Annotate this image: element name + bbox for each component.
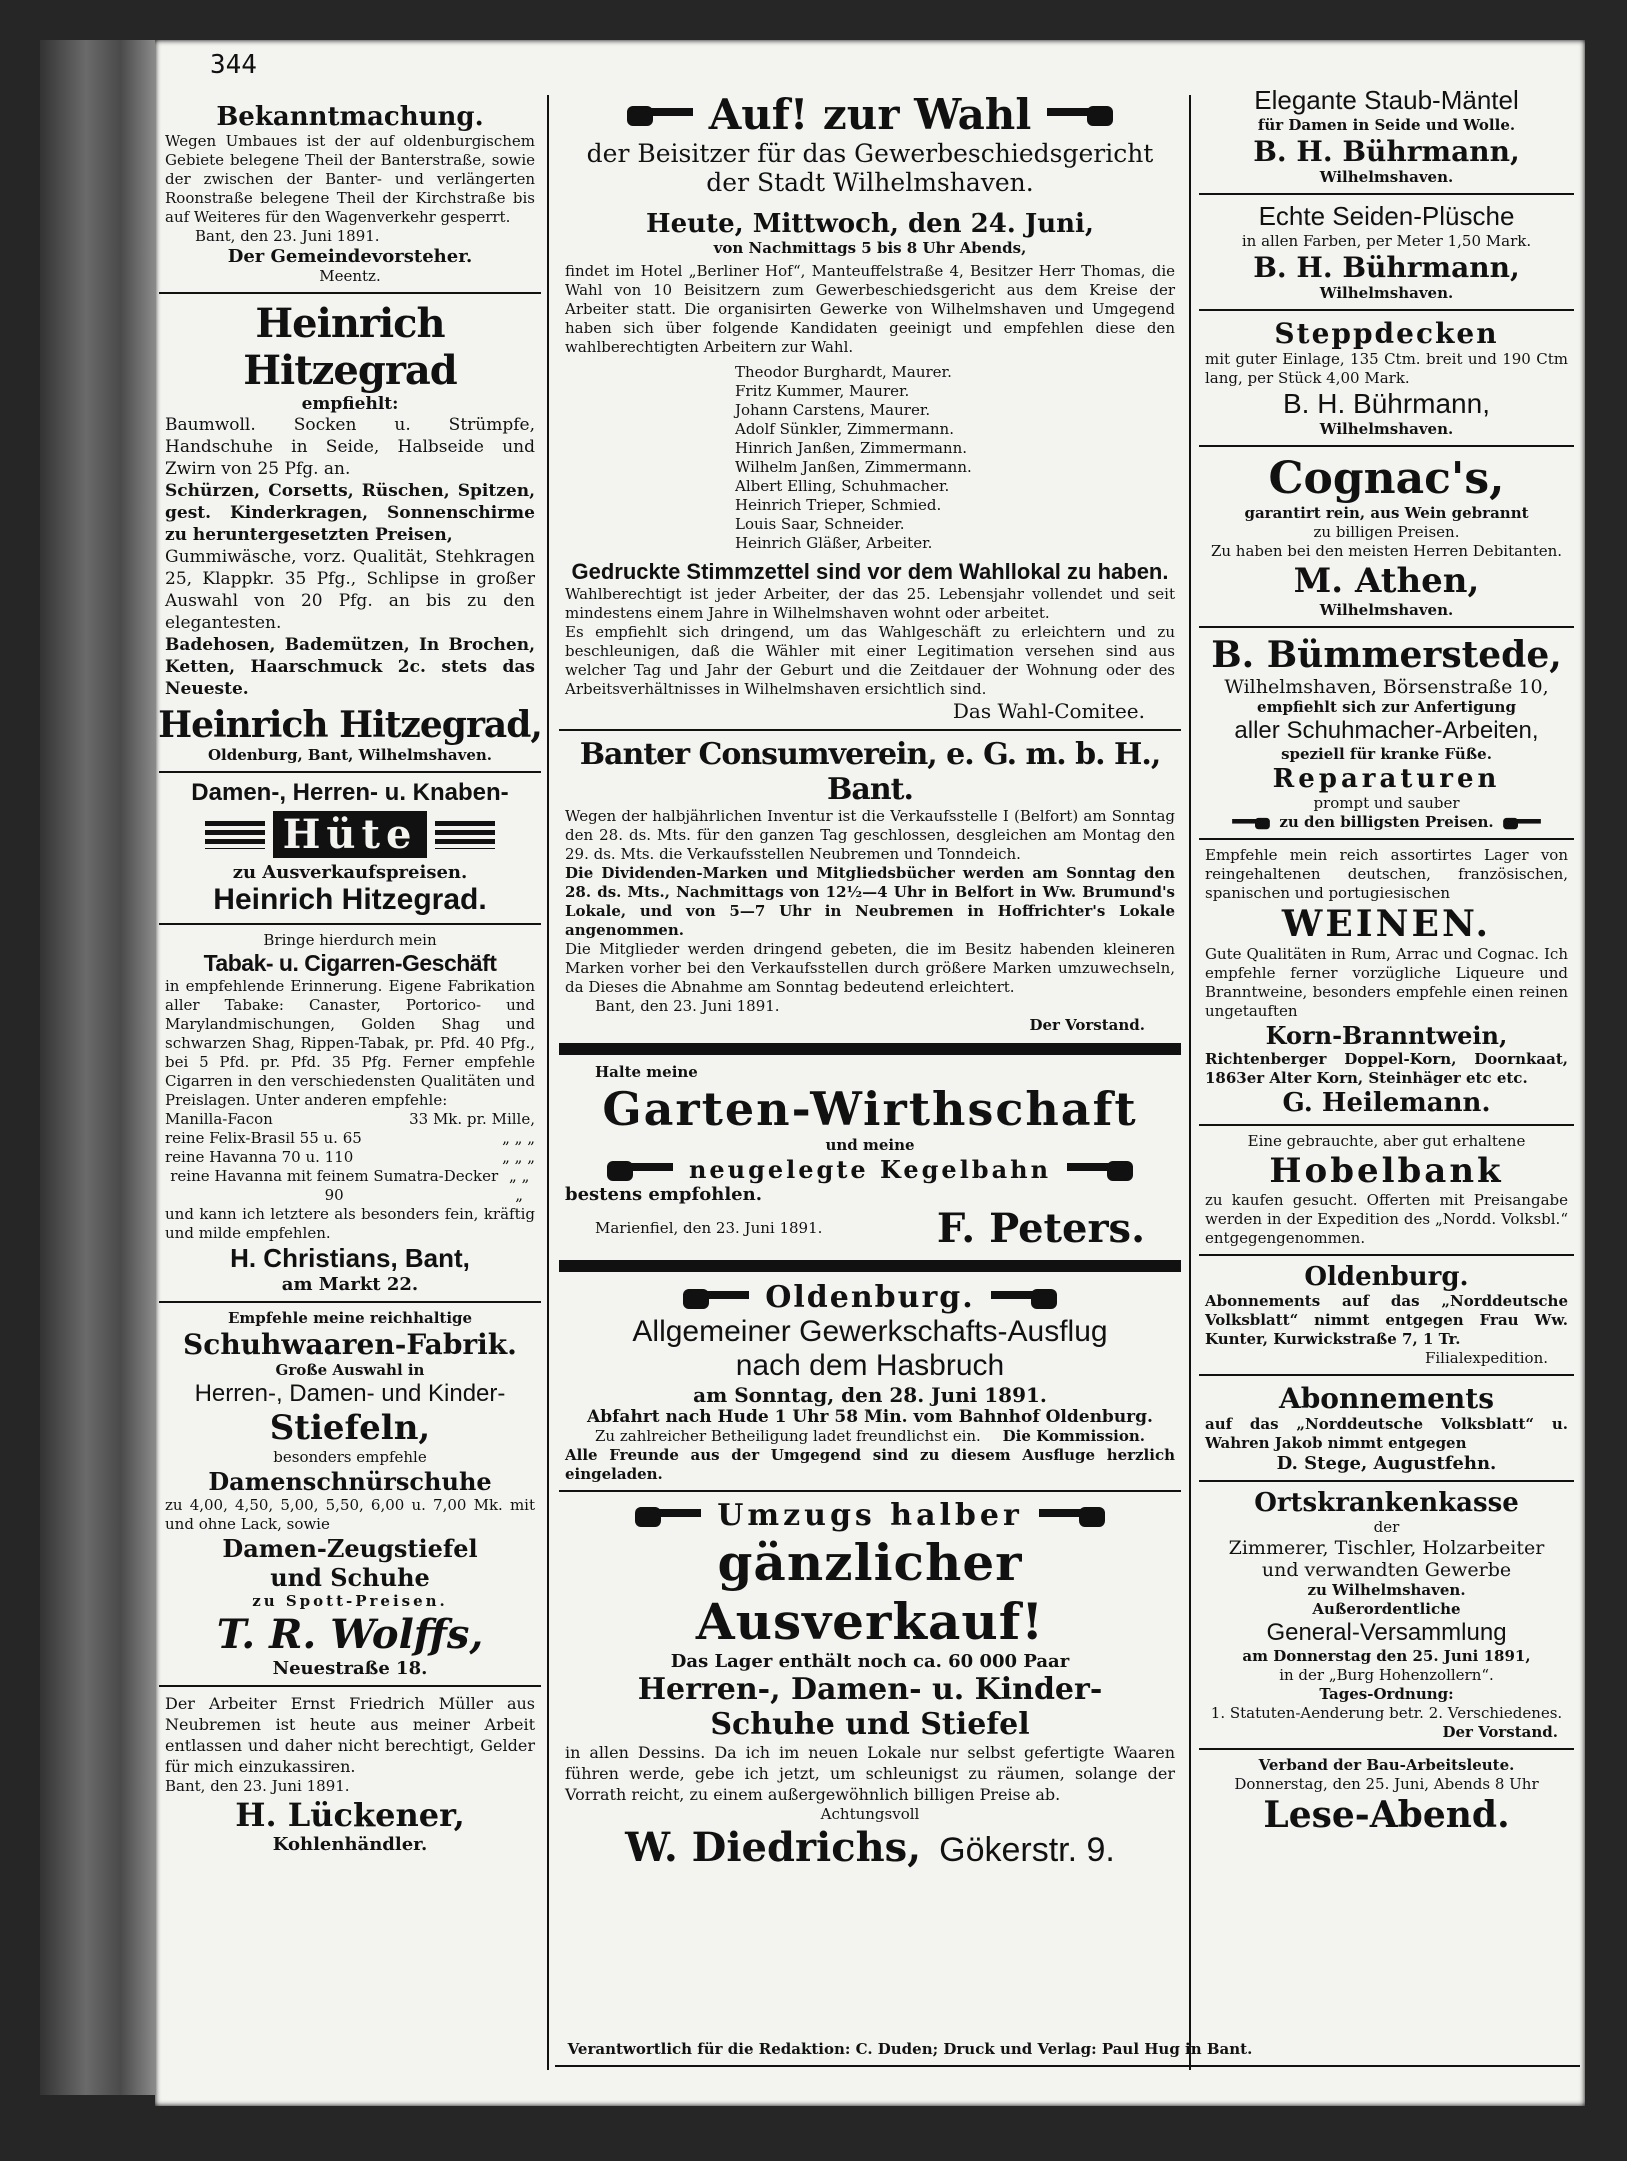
- ad-name: B. Bümmerstede,: [1211, 634, 1562, 676]
- ad-title: Abonnements: [1278, 1382, 1494, 1415]
- ad-text: Wegen der halbjährlichen Inventur ist die Verkaufsstelle I (Belfort) am Sonntag den 28. ds. Mts. für den ganzen Tag geschlossen, desgleichen am Montag den 29. ds. Mts. die Verkaufsstellen Neubremen und Tonndeich.: [565, 807, 1175, 863]
- ad-line: zu den billigsten Preisen.: [1279, 813, 1494, 831]
- ad-intro: Bringe hierdurch mein: [263, 931, 437, 949]
- ad-name: Heinrich Hitzegrad.: [213, 883, 487, 916]
- ad-title: WEINEN.: [1281, 903, 1492, 945]
- ad-line: speziell für kranke Füße.: [1281, 745, 1492, 763]
- separator-bar: [559, 1260, 1181, 1272]
- ad-line: empfiehlt sich zur Anfertigung: [1257, 698, 1516, 716]
- separator-bar: [559, 1043, 1181, 1055]
- ad-big-title: Lese-Abend.: [1263, 1794, 1510, 1836]
- ad-intro: Eine gebrauchte, aber gut erhaltene: [1247, 1132, 1526, 1150]
- ad-title: Bekanntmachung.: [216, 102, 484, 132]
- ad-line: zu Ausverkaufspreisen.: [232, 862, 468, 883]
- ad-line: der: [1373, 1518, 1400, 1536]
- ad-place: Wilhelmshaven.: [1319, 601, 1454, 619]
- pointing-hand-icon: [681, 1285, 751, 1311]
- imprint-footer: Verantwortlich für die Redaktion: C. Duden; Druck und Verlag: Paul Hug in Bant.: [567, 2040, 1253, 2058]
- pointing-hand-icon: [1231, 815, 1271, 831]
- ad-text: in allen Dessins. Da ich im neuen Lokale nur selbst gefertigte Waaren führen werde, gebe ich jetzt, um schleunigst zu räumen, solange der Vorrath reicht, zu einem außergewöhnlich billigen Preise ab.: [565, 1743, 1175, 1804]
- ad-place: Wilhelmshaven.: [1319, 420, 1454, 438]
- ad-name: T. R. Wolffs,: [216, 1611, 484, 1658]
- ad-date: Bant, den 23. Juni 1891.: [195, 227, 380, 245]
- ad-text: Wegen Umbaues ist der auf oldenburgischem Gebiete belegene Theil der Banterstraße, sowie der zwischen der Banter- und verlängerten Roonstraße belegene Theil der Kirchstraße bis auf Weiteres für den Wagenverkehr gesperrt.: [165, 132, 535, 226]
- abonnements-ad: [1195, 1382, 1578, 1474]
- ad-title: General-Versammlung: [1266, 1619, 1507, 1646]
- ad-line: zu Spott-Preisen.: [252, 1592, 448, 1610]
- ad-line: Reparaturen: [1272, 764, 1501, 794]
- ad-places: Oldenburg, Bant, Wilhelmshaven.: [207, 746, 493, 764]
- hobelbank-ad: [1195, 1132, 1578, 1248]
- ad-headline: Gedruckte Stimmzettel sind vor dem Wahllokal zu haben.: [571, 559, 1169, 584]
- ad-text: in empfehlende Erinnerung. Eigene Fabrikation aller Tabake: Canaster, Portorico- und Marylandmischungen, Golden Shag und schwarzen Shag, Rippen-Tabak, pr. Pfd. 40 Pfg., bei 5 Pfd. pr. Pfd. 35 Pfg. Ferner empfehle Cigarren in den verschiedensten Qualitäten und Preislagen. Unter anderen empfehle:: [165, 977, 535, 1109]
- ad-title: Echte Seiden-Plüsche: [1258, 201, 1515, 231]
- ad-title: nach dem Hasbruch: [735, 1349, 1005, 1382]
- plusch-ad: [1195, 201, 1578, 303]
- ad-name: H. Christians, Bant,: [230, 1243, 470, 1273]
- ad-title: Allgemeiner Gewerkschafts-Ausflug: [632, 1315, 1108, 1348]
- ad-text: findet im Hotel „Berliner Hof“, Manteuffelstraße 4, Besitzer Herr Thomas, die Wahl von 10 Beisitzern zum Gewerbeschiedsgericht aus dem Kreise der Arbeiter statt. Die organisirten Gewerke von Wilhelmshaven und Umgegend haben sich über folgende Kandidaten geeinigt und empfehlen diese den wahlberechtigten Arbeitern zur Wahl.: [565, 262, 1175, 356]
- ad-time: von Nachmittags 5 bis 8 Uhr Abends,: [713, 239, 1027, 257]
- ad-name: B. H. Bührmann,: [1253, 251, 1520, 284]
- ad-invitation: Zu zahlreicher Betheiligung ladet freundlichst ein.: [595, 1427, 981, 1445]
- ad-name: H. Lückener,: [235, 1796, 465, 1834]
- ad-title: Hobelbank: [1269, 1151, 1504, 1191]
- ad-address: Wilhelmshaven, Börsenstraße 10,: [1224, 676, 1549, 698]
- candidate: Wilhelm Janßen, Zimmermann.: [735, 458, 972, 476]
- ad-line: Damen-, Herren- u. Knaben-: [191, 779, 509, 806]
- hitzegrad-ad: [155, 300, 545, 765]
- ad-title: Schuhwaaren-Fabrik.: [183, 1328, 517, 1361]
- ad-line: 1. Statuten-Aenderung betr. 2. Verschiedenes.: [1210, 1704, 1563, 1722]
- ad-text: Alle Freunde aus der Umgegend sind zu diesem Ausfluge herzlich eingeladen.: [565, 1446, 1175, 1483]
- ad-signature: Der Vorstand.: [1442, 1723, 1558, 1741]
- ad-line: prompt und sauber: [1313, 794, 1460, 812]
- ad-date: am Sonntag, den 28. Juni 1891.: [693, 1383, 1047, 1407]
- ad-signature: Das Wahl-Comitee.: [952, 699, 1145, 723]
- ad-line: Herren-, Damen- und Kinder-: [194, 1380, 506, 1407]
- ad-signature: Der Vorstand.: [1029, 1016, 1145, 1034]
- ad-line: Zimmerer, Tischler, Holzarbeiter und verwandten Gewerbe: [1228, 1537, 1545, 1581]
- ad-item: Schürzen, Corsetts, Rüschen, Spitzen, gest. Kinderkragen, Sonnenschirme zu heruntergesetzten Preisen,: [165, 481, 535, 545]
- ad-address: Gökerstr. 9.: [939, 1831, 1115, 1869]
- right-column: [1195, 85, 1578, 1836]
- book-binding: [40, 40, 155, 2095]
- ad-place: Wilhelmshaven.: [1319, 168, 1454, 186]
- ad-title: Banter Consumverein, e. G. m. b. H., Bant.: [579, 737, 1161, 807]
- ortskrankenkasse-ad: [1195, 1488, 1578, 1742]
- ad-signature: Der Gemeindevorsteher.: [227, 246, 473, 267]
- candidate: Fritz Kummer, Maurer.: [735, 382, 910, 400]
- ad-item: Badehosen, Bademützen, In Brochen, Ketten, Haarschmuck 2c. stets das Neueste.: [165, 635, 535, 699]
- decorative-lines: [435, 821, 495, 849]
- ad-item: Baumwoll. Socken u. Strümpfe, Handschuhe in Seide, Halbseide und Zwirn von 25 Pfg. an.: [165, 415, 535, 479]
- newspaper-sheet: [155, 40, 1585, 2106]
- ad-name: F. Peters.: [936, 1205, 1145, 1252]
- schuh-ad: [155, 1309, 545, 1679]
- ad-name: D. Stege, Augustfehn.: [1276, 1453, 1497, 1474]
- ad-title: Schuhe und Stiefel: [710, 1707, 1030, 1742]
- pointing-hand-icon: [633, 1503, 703, 1529]
- ad-abfahrt: Abfahrt nach Hude 1 Uhr 58 Min. vom Bahnhof Oldenburg.: [587, 1407, 1153, 1427]
- pointing-hand-icon: [1065, 1157, 1135, 1183]
- ad-subtitle: empfiehlt:: [301, 394, 399, 414]
- ad-sub: garantirt rein, aus Wein gebrannt: [1244, 504, 1529, 522]
- ad-text: zu kaufen gesucht. Offerten mit Preisangabe werden in der Expedition des „Nordd. Volksbl.“ entgegengenommen.: [1205, 1191, 1568, 1247]
- bekanntmachung-ad: [155, 102, 545, 286]
- ad-name: Meentz.: [319, 267, 381, 285]
- ad-line: am Donnerstag den 25. Juni 1891,: [1242, 1647, 1531, 1665]
- ad-intro: Empfehle meine reichhaltige: [227, 1309, 473, 1327]
- ad-place: Wilhelmshaven.: [1319, 284, 1454, 302]
- ad-sub: Große Auswahl in: [275, 1361, 425, 1379]
- ad-text: Richtenberger Doppel-Korn, Doornkaat, 1863er Alter Korn, Steinhäger etc etc.: [1205, 1050, 1568, 1087]
- oldenburg-abo-ad: [1195, 1262, 1578, 1368]
- ad-title: Tabak- u. Cigarren-Geschäft: [203, 950, 497, 976]
- ad-date: Bant, den 23. Juni 1891.: [595, 997, 780, 1015]
- ad-name: G. Heilemann.: [1282, 1088, 1491, 1118]
- candidate: Hinrich Janßen, Zimmermann.: [735, 439, 968, 457]
- garten-ad: [555, 1063, 1185, 1252]
- column-rule-left: [547, 95, 549, 2070]
- price-row: reine Havanna mit feinem Sumatra-Decker 90 „ „ „: [170, 1167, 530, 1204]
- ad-job: Kohlenhändler.: [272, 1834, 428, 1855]
- pointing-hand-icon: [1045, 102, 1115, 128]
- ad-sub: in allen Farben, per Meter 1,50 Mark.: [1241, 232, 1532, 250]
- ad-text: Die Mitglieder werden dringend gebeten, die im Besitz habenden kleineren Marken vorher bei den Verkaufsstellen durch größere Marken umzuwechseln, da Dieses die Abnahme am Sonntag bedeutend erleichtert.: [565, 940, 1175, 996]
- ad-title: Umzugs halber: [717, 1498, 1023, 1533]
- ad-line: Außerordentliche: [1312, 1600, 1461, 1618]
- heilemann-ad: [1195, 846, 1578, 1118]
- ad-text: Abonnements auf das „Norddeutsche Volksblatt“ nimmt entgegen Frau Ww. Kunter, Kurwickstraße 7, 1 Tr.: [1205, 1292, 1568, 1348]
- pointing-hand-icon: [1037, 1503, 1107, 1529]
- ad-name: B. H. Bührmann,: [1253, 135, 1520, 168]
- tabak-ad: [155, 931, 545, 1295]
- ad-name: B. H. Bührmann,: [1283, 388, 1490, 419]
- ad-line: besonders empfehle: [273, 1448, 427, 1466]
- middle-column: [555, 90, 1185, 1871]
- bummerstede-ad: [1195, 634, 1578, 832]
- ad-date: Marienfiel, den 23. Juni 1891.: [595, 1219, 823, 1237]
- column-rule-right: [1189, 95, 1191, 2070]
- candidate-list: [555, 363, 1185, 553]
- ad-sub: mit guter Einlage, 135 Ctm. breit und 190 Ctm lang, per Stück 4,00 Mark.: [1205, 350, 1568, 387]
- ausflug-ad: [555, 1280, 1185, 1484]
- ad-line: Damenschnürschuhe: [208, 1467, 492, 1496]
- steppdecken-ad: [1195, 317, 1578, 439]
- ad-address: am Markt 22.: [281, 1274, 419, 1295]
- ad-line: in der „Burg Hohenzollern“.: [1279, 1666, 1494, 1684]
- pointing-hand-icon: [605, 1157, 675, 1183]
- ad-title: Cognac's,: [1268, 453, 1505, 504]
- candidate: Adolf Sünkler, Zimmermann.: [735, 420, 954, 438]
- ad-title: Korn-Branntwein,: [1265, 1021, 1508, 1050]
- ad-date: Heute, Mittwoch, den 24. Juni,: [646, 209, 1094, 239]
- ad-intro: Halte meine: [595, 1063, 698, 1081]
- candidate: Heinrich Trieper, Schmied.: [735, 496, 942, 514]
- ad-und: und meine: [825, 1136, 915, 1154]
- pointing-hand-icon: [625, 102, 695, 128]
- ad-sub: zu billigen Preisen.: [1313, 523, 1460, 541]
- candidate: Theodor Burghardt, Maurer.: [735, 363, 952, 381]
- left-column: [155, 50, 545, 1855]
- ad-name: W. Diedrichs,: [625, 1824, 922, 1871]
- ad-sub: für Damen in Seide und Wolle.: [1257, 116, 1516, 134]
- ad-text: Die Dividenden-Marken und Mitgliedsbücher werden am Sonntag den 28. ds. Mts., Nachmittags von 12½—4 Uhr in Belfort in Ww. Brumund's Lokale, und von 5—7 Uhr in Neubremen in Hoffrichter's Lokale angenommen.: [565, 864, 1175, 939]
- candidate: Heinrich Gläßer, Arbeiter.: [735, 534, 933, 552]
- price-row: reine Felix-Brasil 55 u. 65 „ „ „: [165, 1129, 535, 1147]
- ad-line: Donnerstag, den 25. Juni, Abends 8 Uhr: [1234, 1775, 1539, 1793]
- ad-line: aller Schuhmacher-Arbeiten,: [1234, 717, 1539, 744]
- candidate: Johann Carstens, Maurer.: [735, 401, 931, 419]
- consumverein-ad: [555, 737, 1185, 1035]
- price-row: Manilla-Facon 33 Mk. pr. Mille,: [165, 1110, 535, 1128]
- ad-big-title: gänzlicher Ausverkauf!: [695, 1533, 1045, 1651]
- candidate: Albert Elling, Schuhmacher.: [735, 477, 950, 495]
- ad-line: zu Wilhelmshaven.: [1307, 1581, 1466, 1599]
- cognac-ad: [1195, 453, 1578, 620]
- ad-text: Gute Qualitäten in Rum, Arrac und Cognac. Ich empfehle ferner vorzügliche Liqueure und Branntweine, besonders empfehle einen reinen ungetauften: [1205, 945, 1568, 1020]
- wahl-ad: [555, 90, 1185, 723]
- ad-line: bestens empfohlen.: [565, 1184, 762, 1205]
- ad-item: Gummiwäsche, vorz. Qualität, Stehkragen 25, Klappkr. 35 Pfg., Schlipse in großer Auswahl von 20 Pfg. an bis zu den elegantesten.: [165, 547, 535, 633]
- ad-title: Auf! zur Wahl: [708, 90, 1032, 139]
- candidate: Louis Saar, Schneider.: [735, 515, 905, 533]
- umzug-ad: [555, 1498, 1185, 1871]
- ad-title: Verband der Bau-Arbeitsleute.: [1258, 1756, 1515, 1774]
- ad-title: Elegante Staub-Mäntel: [1254, 85, 1519, 115]
- ad-prices: zu 4,00, 4,50, 5,00, 5,50, 6,00 u. 7,00 Mk. mit und ohne Lack, sowie: [165, 1496, 535, 1533]
- ad-title: Garten-Wirthschaft: [602, 1082, 1138, 1136]
- luckener-ad: [155, 1693, 545, 1855]
- staubmantel-ad: [1195, 85, 1578, 187]
- ad-name: M. Athen,: [1293, 561, 1480, 601]
- ad-big-word: Hüte: [273, 811, 428, 858]
- ad-line: Filialexpedition.: [1424, 1349, 1548, 1367]
- ad-line: Damen-Zeugstiefel und Schuhe: [222, 1534, 478, 1592]
- ad-date: Bant, den 23. Juni 1891.: [165, 1777, 350, 1795]
- ad-place: Oldenburg.: [765, 1280, 975, 1315]
- ad-sub: Zu haben bei den meisten Herren Debitanten.: [1210, 542, 1563, 560]
- ad-tail: und kann ich letztere als besonders fein, kräftig und milde empfehlen.: [165, 1205, 535, 1242]
- price-row: reine Havanna 70 u. 110 „ „ „: [165, 1148, 535, 1166]
- ad-title: Oldenburg.: [1304, 1262, 1469, 1292]
- ad-sub: der Stadt Wilhelmshaven.: [706, 168, 1034, 197]
- ad-title: Ortskrankenkasse: [1254, 1488, 1519, 1518]
- ad-title: Steppdecken: [1274, 317, 1499, 350]
- ad-text: Es empfiehlt sich dringend, um das Wahlgeschäft zu erleichtern und zu beschleunigen, daß die Wähler mit einer Legitimation versehen sind aus welcher Tag und Jahr der Geburt und die Zeitdauer der Wohnung oder des Arbeitsverhältnisses in Wilhelmshaven ersichtlich sind.: [565, 623, 1175, 698]
- ad-signature: Die Kommission.: [1002, 1427, 1145, 1445]
- hute-ad: [155, 779, 545, 917]
- ad-text: Der Arbeiter Ernst Friedrich Müller aus Neubremen ist heute aus meiner Arbeit entlassen und daher nicht berechtigt, Gelder für mich einzukassiren.: [165, 1694, 535, 1776]
- ad-line: Tages-Ordnung:: [1319, 1685, 1454, 1703]
- ad-line: neugelegte Kegelbahn: [688, 1155, 1052, 1184]
- ad-big-word: Stiefeln,: [269, 1408, 431, 1448]
- pointing-hand-icon: [1502, 815, 1542, 831]
- ad-name: Heinrich Hitzegrad: [243, 300, 457, 394]
- ad-name-2: Heinrich Hitzegrad,: [158, 704, 542, 746]
- ad-intro: Empfehle mein reich assortirtes Lager von reingehaltenen deutschen, französischen, spanischen und portugiesischen: [1205, 846, 1568, 902]
- ad-line: Achtungsvoll: [820, 1805, 920, 1823]
- ad-title: Herren-, Damen- u. Kinder-: [637, 1672, 1103, 1707]
- ad-sub: der Beisitzer für das Gewerbeschiedsgericht: [586, 139, 1154, 168]
- page-number: 344: [210, 50, 257, 80]
- ad-address: Neuestraße 18.: [272, 1658, 428, 1679]
- pointing-hand-icon: [989, 1285, 1059, 1311]
- ad-line: Das Lager enthält noch ca. 60 000 Paar: [670, 1651, 1070, 1672]
- decorative-lines: [205, 821, 265, 849]
- footer-rule: [555, 2065, 1580, 2067]
- ad-text: auf das „Norddeutsche Volksblatt“ u. Wahren Jakob nimmt entgegen: [1205, 1415, 1568, 1452]
- ad-text: Wahlberechtigt ist jeder Arbeiter, der das 25. Lebensjahr vollendet und seit mindestens einem Jahre in Wilhelmshaven wohnt oder arbeitet.: [565, 585, 1175, 622]
- verband-ad: [1195, 1756, 1578, 1836]
